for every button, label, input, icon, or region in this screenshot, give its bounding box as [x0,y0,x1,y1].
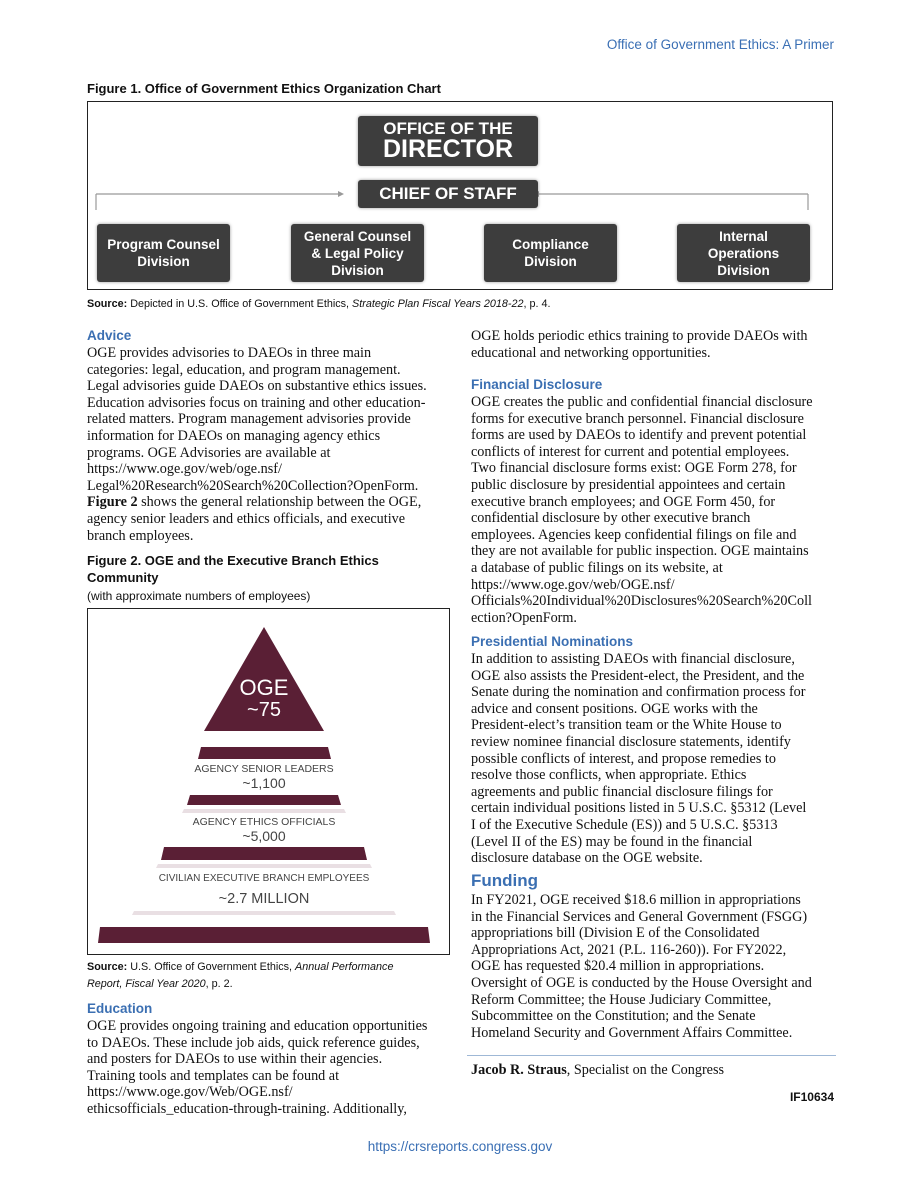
text-line: In addition to assisting DAEOs with financial disclosure, [471,651,795,667]
text-line: Legal%20Research%20Search%20Collection?OpenForm. [87,477,419,494]
author-name: Jacob R. Straus [471,1062,567,1078]
director-line2: DIRECTOR [382,135,514,163]
pyramid-senior-count: ~1,100 [242,775,286,791]
text-line: OGE holds periodic ethics training to provide DAEOs with [471,328,808,344]
text-line: OGE creates the public and confidential financial disclosure [471,394,813,410]
division-box-internal-operations [677,224,810,282]
text-line: certain individual positions listed in 5 U.S.C. §5312 (Level [471,800,807,817]
chief-of-staff-label: CHIEF OF STAFF [379,184,517,203]
text-line: review nominee financial disclosure statements, identify [471,733,791,750]
text-line: President-elect’s transition team or the White House to [471,717,782,734]
org-chart [87,101,833,290]
chief-of-staff-box [358,180,538,208]
text-line: resolve those conflicts, when appropriate. Ethics [471,767,747,784]
text-line [87,494,457,511]
text-line: Subcommittee on the Constitution; and the Senate [471,1008,756,1025]
financial-disclosure-heading: Financial Disclosure [471,377,603,392]
text-line: OGE also assists the President-elect, the President, and the [471,667,805,684]
figure2-source-line [87,976,447,993]
text-line: Senate during the nomination and confirmation process for [471,684,806,701]
division-label-line: Division [717,262,770,278]
division-label-line: Division [524,254,577,269]
footer-link[interactable]: https://crsreports.congress.gov [367,1139,553,1154]
figure1-caption: Figure 1. Office of Government Ethics Organization Chart [87,81,441,96]
figure2-subcaption: (with approximate numbers of employees) [87,589,311,603]
text-line: https://www.oge.gov/Web/OGE.nsf/ [87,1084,293,1101]
text-line: educational and networking opportunities. [471,344,711,361]
division-box-general-counsel [291,224,424,282]
division-label-line: Internal [719,228,768,244]
text-line: conflicts of interest for current and potential employees. [471,443,790,460]
funding-paragraph [471,892,841,1041]
source-label: Source: [87,961,128,973]
text-line: https://www.oge.gov/web/oge.nsf/ [87,461,282,478]
figure2-caption-line: Community [87,570,159,585]
training-intro-paragraph [471,328,841,361]
ethics-community-pyramid [87,608,450,955]
division-label-line: Program Counsel [107,237,220,252]
pyramid-civilian-count: ~2.7 MILLION [218,891,310,907]
division-label-line: Division [331,262,384,278]
text-line: appropriations bill (Division E of the Consolidated [471,925,760,942]
text-line: confidential disclosure by other executive branch [471,510,751,527]
division-box-program-counsel [97,224,230,282]
text-line: (Level II of the ES) may be found in the financial [471,833,753,850]
text-line: advice and consent positions. OGE works with the [471,700,758,717]
funding-heading: Funding [471,871,539,890]
text-line: forms are used by DAEOs to identify and prevent potential [471,427,807,444]
figure2-source-line [87,959,447,976]
text-line: forms for executive branch personnel. Financial disclosure [471,410,804,427]
text-line: https://www.oge.gov/web/OGE.nsf/ [471,576,675,593]
report-id: IF10634 [789,1090,834,1104]
source-tail: , p. 4. [523,298,551,310]
text-line: related matters. Program management advisories provide [87,411,411,428]
text-line: categories: legal, education, and program management. [87,361,401,378]
pyramid-band-senior-bottom [187,795,341,805]
education-heading: Education [87,1001,153,1016]
text-line: Education advisories focus on training and other education- [87,394,426,411]
division-label-line: Compliance [512,237,589,252]
text-line: Reform Committee; the House Judiciary Committee, [471,991,772,1008]
pyramid-band-senior-top [198,747,331,759]
pyramid-band-civilian-top [156,864,372,868]
education-paragraph [87,1018,457,1118]
text-line: public disclosure by presidential appointees and certain [471,476,786,493]
text-line: Homeland Security and Government Affairs Committee. [471,1024,793,1041]
text-line: ection?OpenForm. [471,609,577,626]
division-box-compliance [484,224,617,282]
text-line: OGE has requested $20.4 million in appropriations. [471,958,765,975]
pyramid-oge-label: OGE [239,675,289,700]
pyramid-civilian-label: CIVILIAN EXECUTIVE BRANCH EMPLOYEES [158,873,370,884]
advice-heading: Advice [87,328,132,343]
division-label-line: Division [137,254,190,269]
text-line: OGE provides advisories to DAEOs in three main [87,345,372,361]
text-line: Officials%20Individual%20Disclosures%20Search%20Coll [471,593,812,610]
pyramid-band-officials-bottom [161,847,367,860]
text-line: possible conflicts of interest, and propose remedies to [471,750,776,767]
division-label-line: General Counsel [303,228,412,244]
text-line: Training tools and templates can be found at [87,1067,340,1084]
text-line: executive branch employees; and OGE Form 450, for [471,493,776,510]
director-line1: OFFICE OF THE [383,119,513,138]
presidential-nominations-heading: Presidential Nominations [471,634,634,649]
source-tail: , p. 2. [205,978,233,990]
author-divider [467,1055,836,1056]
advice-paragraph [87,345,457,544]
text-line: Oversight of OGE is conducted by the House Oversight and [471,974,812,991]
pyramid-band-civilian-bottom [132,911,396,915]
pyramid-senior-label: AGENCY SENIOR LEADERS [194,763,334,775]
division-label-line: Operations [707,245,780,261]
pyramid-base-band [98,927,430,943]
text-line: branch employees. [87,527,194,544]
figure2-caption-line: Figure 2. OGE and the Executive Branch Ethics [87,553,379,568]
source-title: Report, Fiscal Year 2020 [87,978,206,990]
text-line: to DAEOs. These include job aids, quick reference guides, [87,1034,420,1051]
pyramid-oge-count: ~75 [247,699,281,721]
text-line: programs. OGE Advisories are available at [87,444,331,461]
source-text: Depicted in U.S. Office of Government Ethics, [130,298,350,310]
author-role: , Specialist on the Congress [566,1062,725,1078]
text-line: disclosure database on the OGE website. [471,850,703,867]
text-line: Legal advisories guide DAEOs on substantive ethics issues. [87,378,427,395]
text-line: Two financial disclosure forms exist: OGE Form 278, for [471,460,797,477]
running-header-title: Office of Government Ethics: A Primer [606,37,834,52]
text-line: ethicsofficials_education-through-training. Additionally, [87,1100,407,1117]
source-title: Strategic Plan Fiscal Years 2018-22 [352,298,524,310]
source-title: Annual Performance [295,961,394,973]
text-line: in the Financial Services and General Government (FSGG) [471,908,808,925]
presidential-nominations-paragraph [471,651,841,867]
text-line: they are not available for public inspection. OGE maintains [471,543,809,560]
author-line [471,1062,724,1079]
text-line: and posters for DAEOs to use within their agencies. [87,1051,383,1068]
pyramid-graphic [88,609,449,954]
figure2-reference-tail: shows the general relationship between the OGE, [137,494,422,511]
text-line: agreements and public financial disclosure filings for [471,783,773,800]
figure2-caption [87,552,379,586]
text-line: information for DAEOs on managing agency ethics [87,427,381,444]
text-line: agency senior leaders and ethics officials, and executive [87,510,406,527]
pyramid-officials-count: ~5,000 [242,828,286,844]
division-label-line: & Legal Policy [311,245,404,261]
financial-disclosure-paragraph [471,394,841,626]
text-line: OGE provides ongoing training and education opportunities [87,1018,428,1034]
source-label: Source: [87,298,128,310]
text-line: I of the Executive Schedule (ES)) and 5 U.S.C. §5313 [471,816,778,833]
text-line: Appropriations Act, 2021 (P.L. 116-260)). For FY2022, [471,941,787,958]
text-line: employees. Agencies keep confidential filings on file and [471,526,797,543]
director-box [358,116,538,166]
figure2-reference: Figure 2 [87,494,138,511]
figure1-source [87,296,551,313]
pyramid-band-officials-top [182,809,346,813]
pyramid-officials-label: AGENCY ETHICS OFFICIALS [192,816,336,828]
text-line: In FY2021, OGE received $18.6 million in appropriations [471,892,801,908]
source-text: U.S. Office of Government Ethics, [130,961,293,973]
text-line: a database of public filings on its website, at [471,559,723,576]
figure2-source [87,959,447,993]
